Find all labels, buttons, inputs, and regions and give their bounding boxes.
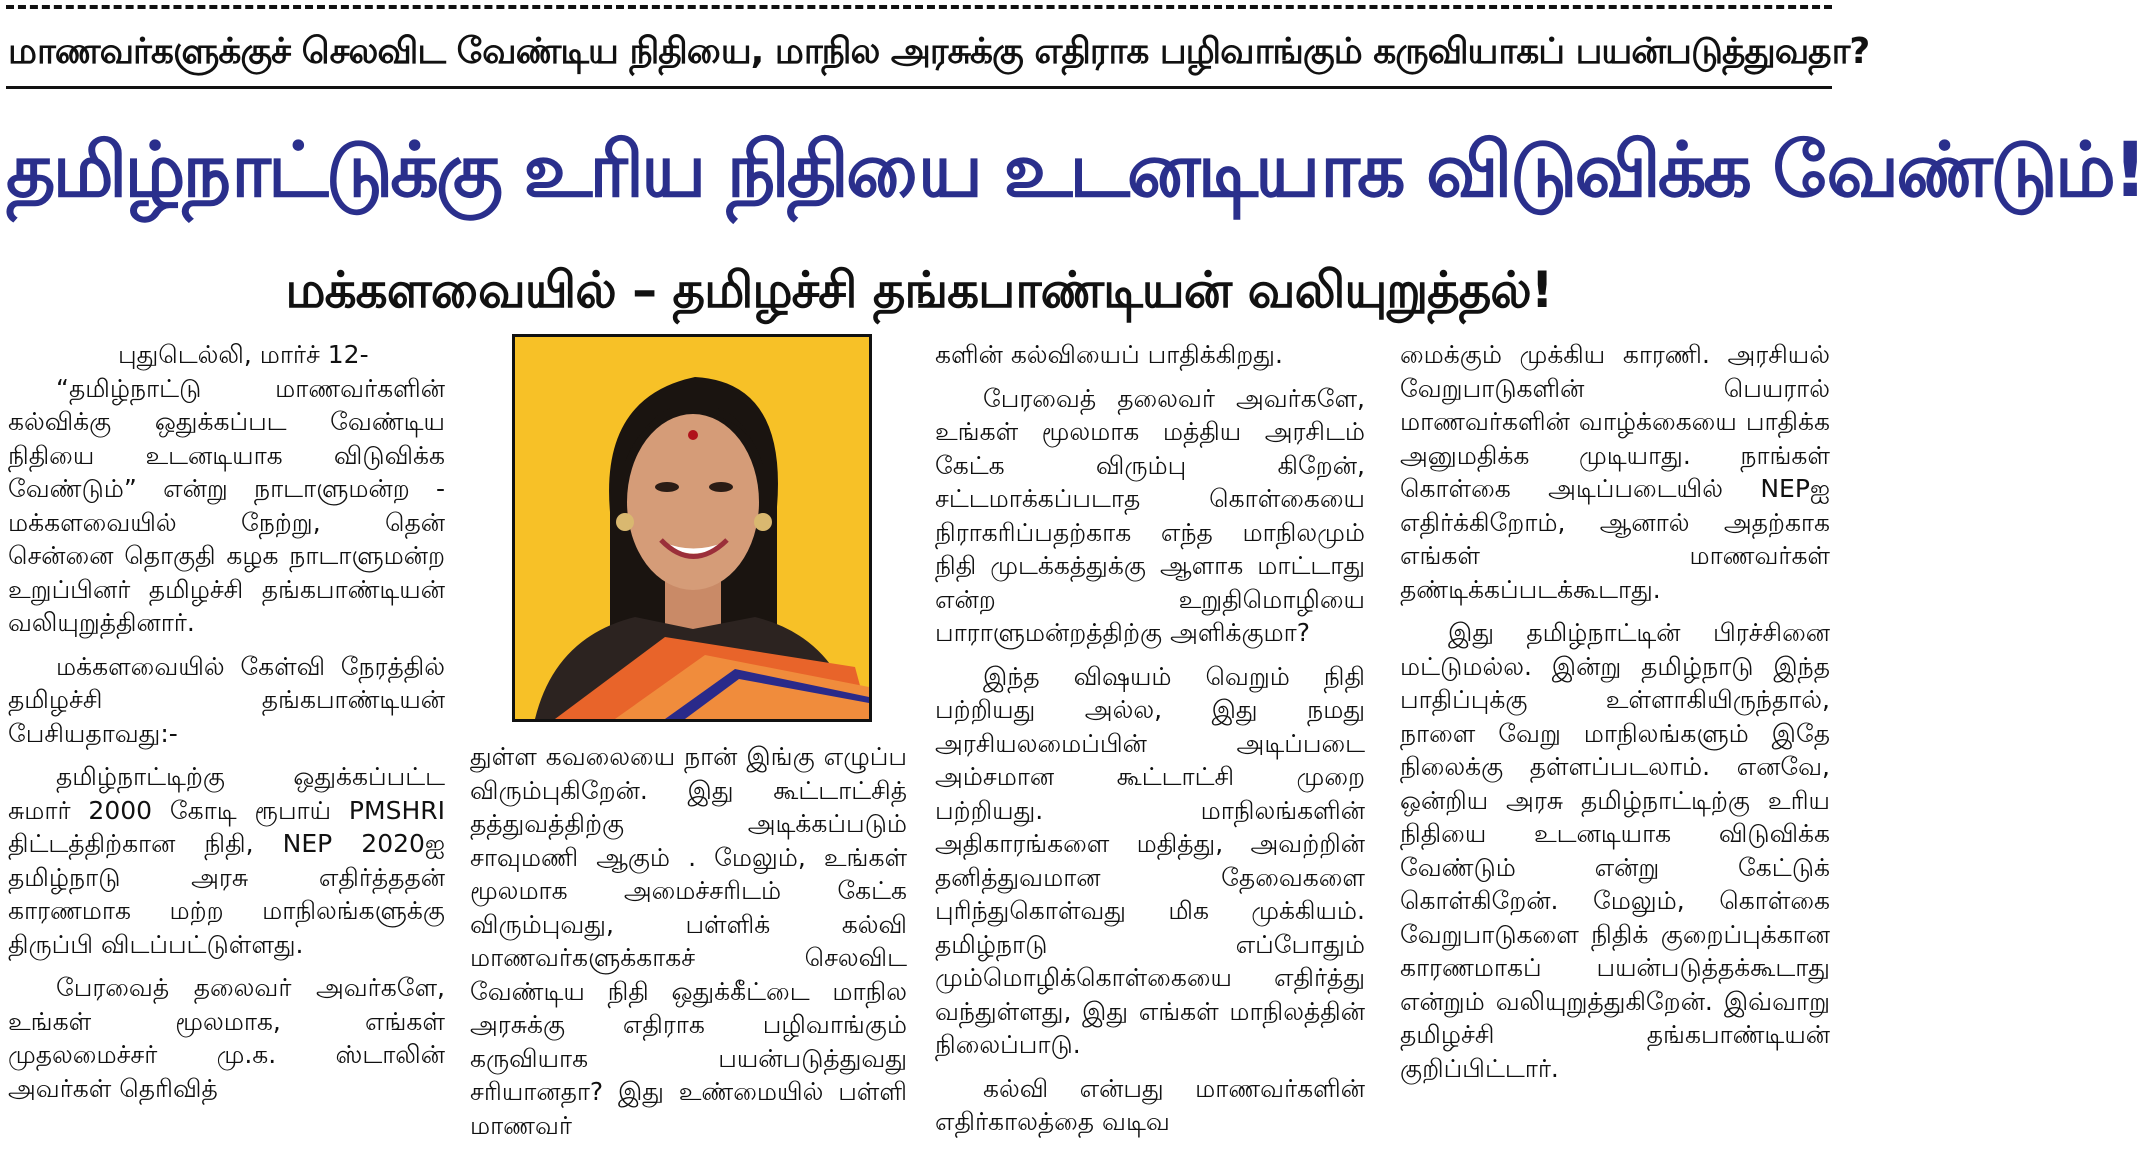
portrait-illustration [515, 337, 869, 719]
article-column-2 [470, 740, 907, 1152]
paragraph: களின் கல்வியைப் பாதிக்கிறது. [935, 340, 1283, 369]
top-dashed-rule [6, 5, 1832, 9]
paragraph: “தமிழ்நாட்டு மாணவர்களின் கல்விக்கு ஒதுக்கப்பட வேண்டிய நிதியை உடனடியாக விடுவிக்க வேண்டும்” என்று நாடாளுமன்ற - மக்களவையில் நேற்று, தென் சென்னை தொகுதி கழக நாடாளுமன்ற உறுப்பினர் தமிழச்சி தங்கபாண்டியன் வலியுறுத்தினார். [8, 373, 445, 637]
sub-headline: மக்களவையில் – தமிழச்சி தங்கபாண்டியன் வலியுறுத்தல்! [285, 261, 1553, 319]
dateline: புதுடெல்லி, மார்ச் 12- [118, 340, 369, 369]
kicker-divider [6, 86, 1832, 89]
portrait-photo [512, 334, 872, 722]
kicker-headline: மாணவர்களுக்குச் செலவிட வேண்டிய நிதியை, மாநில அரசுக்கு எதிராக பழிவாங்கும் கருவியாகப் பயன்படுத்துவதா? [8, 31, 1870, 72]
paragraph: மைக்கும் முக்கிய காரணி. அரசியல் வேறுபாடுகளின் பெயரால் மாணவர்களின் வாழ்க்கையை பாதிக்க அனுமதிக்க முடியாது. நாங்கள் கொள்கை அடிப்படையில் NEPஐ எதிர்க்கிறோம், ஆனால் அதற்காக எங்கள் மாணவர்கள் தண்டிக்கப்படக்கூடாது. [1400, 340, 1830, 604]
paragraph: மக்களவையில் கேள்வி நேரத்தில் தமிழச்சி தங்கபாண்டியன் பேசியதாவது:- [8, 651, 445, 748]
paragraph: பேரவைத் தலைவர் அவர்களே, உங்கள் மூலமாக மத்திய அரசிடம் கேட்க விரும்பு கிறேன், சட்டமாக்கப்படாத கொள்கையை நிராகரிப்பதற்காக எந்த மாநிலமும் நிதி முடக்கத்துக்கு ஆளாக மாட்டாது என்ற உறுதிமொழியை பாராளுமன்றத்திற்கு அளிக்குமா? [935, 383, 1365, 647]
paragraph: பேரவைத் தலைவர் அவர்களே, உங்கள் மூலமாக, எங்கள் முதலமைச்சர் மு.க. ஸ்டாலின் அவர்கள் தெரிவித் [8, 973, 445, 1103]
main-headline: தமிழ்நாட்டுக்கு உரிய நிதியை உடனடியாக விடுவிக்க வேண்டும்! [6, 125, 2145, 214]
article-column-1 [8, 338, 445, 1115]
paragraph: இது தமிழ்நாட்டின் பிரச்சினை மட்டுமல்ல. இன்று தமிழ்நாடு இந்த பாதிப்புக்கு உள்ளாகியிருந்தால், நாளை வேறு மாநிலங்களும் இதே நிலைக்கு தள்ளப்படலாம். எனவே, ஒன்றிய அரசு தமிழ்நாட்டிற்கு உரிய நிதியை உடனடியாக விடுவிக்க வேண்டும் என்று கேட்டுக் கொள்கிறேன். மேலும், கொள்கை வேறுபாடுகளை நிதிக் குறைப்புக்கான காரணமாகப் பயன்படுத்தக்கூடாது என்றும் வலியுறுத்துகிறேன். இவ்வாறு தமிழச்சி தங்கபாண்டியன் குறிப்பிட்டார். [1400, 618, 1830, 1083]
article-column-4 [1400, 338, 1830, 1095]
paragraph: இந்த விஷயம் வெறும் நிதி பற்றியது அல்ல, இது நமது அரசியலமைப்பின் அடிப்படை அம்சமான கூட்டாட்சி முறை பற்றியது. மாநிலங்களின் அதிகாரங்களை மதித்து, அவற்றின் தனித்துவமான தேவைகளை புரிந்துகொள்வது மிக முக்கியம். தமிழ்நாடு எப்போதும் மும்மொழிக்கொள்கையை எதிர்த்து வந்துள்ளது, இது எங்கள் மாநிலத்தின் நிலைப்பாடு. [935, 661, 1365, 1059]
paragraph: தமிழ்நாட்டிற்கு ஒதுக்கப்பட்ட சுமார் 2000 கோடி ரூபாய் PMSHRI திட்டத்திற்கான நிதி, NEP 2020ஐ தமிழ்நாடு அரசு எதிர்த்ததன் காரணமாக மற்ற மாநிலங்களுக்கு திருப்பி விடப்பட்டுள்ளது. [8, 762, 445, 959]
article-column-3 [935, 338, 1365, 1149]
paragraph: கல்வி என்பது மாணவர்களின் எதிர்காலத்தை வடிவ [935, 1073, 1365, 1136]
paragraph: துள்ள கவலையை நான் இங்கு எழுப்ப விரும்புகிறேன். இது கூட்டாட்சித் தத்துவத்திற்கு அடிக்கப்படும் சாவுமணி ஆகும் . மேலும், உங்கள் மூலமாக அமைச்சரிடம் கேட்க விரும்புவது, பள்ளிக் கல்வி மாணவர்களுக்காகச் செலவிட வேண்டிய நிதி ஒதுக்கீட்டை மாநில அரசுக்கு எதிராக பழிவாங்கும் கருவியாக பயன்படுத்துவது சரியானதா? இது உண்மையில் பள்ளி மாணவர் [470, 742, 907, 1140]
